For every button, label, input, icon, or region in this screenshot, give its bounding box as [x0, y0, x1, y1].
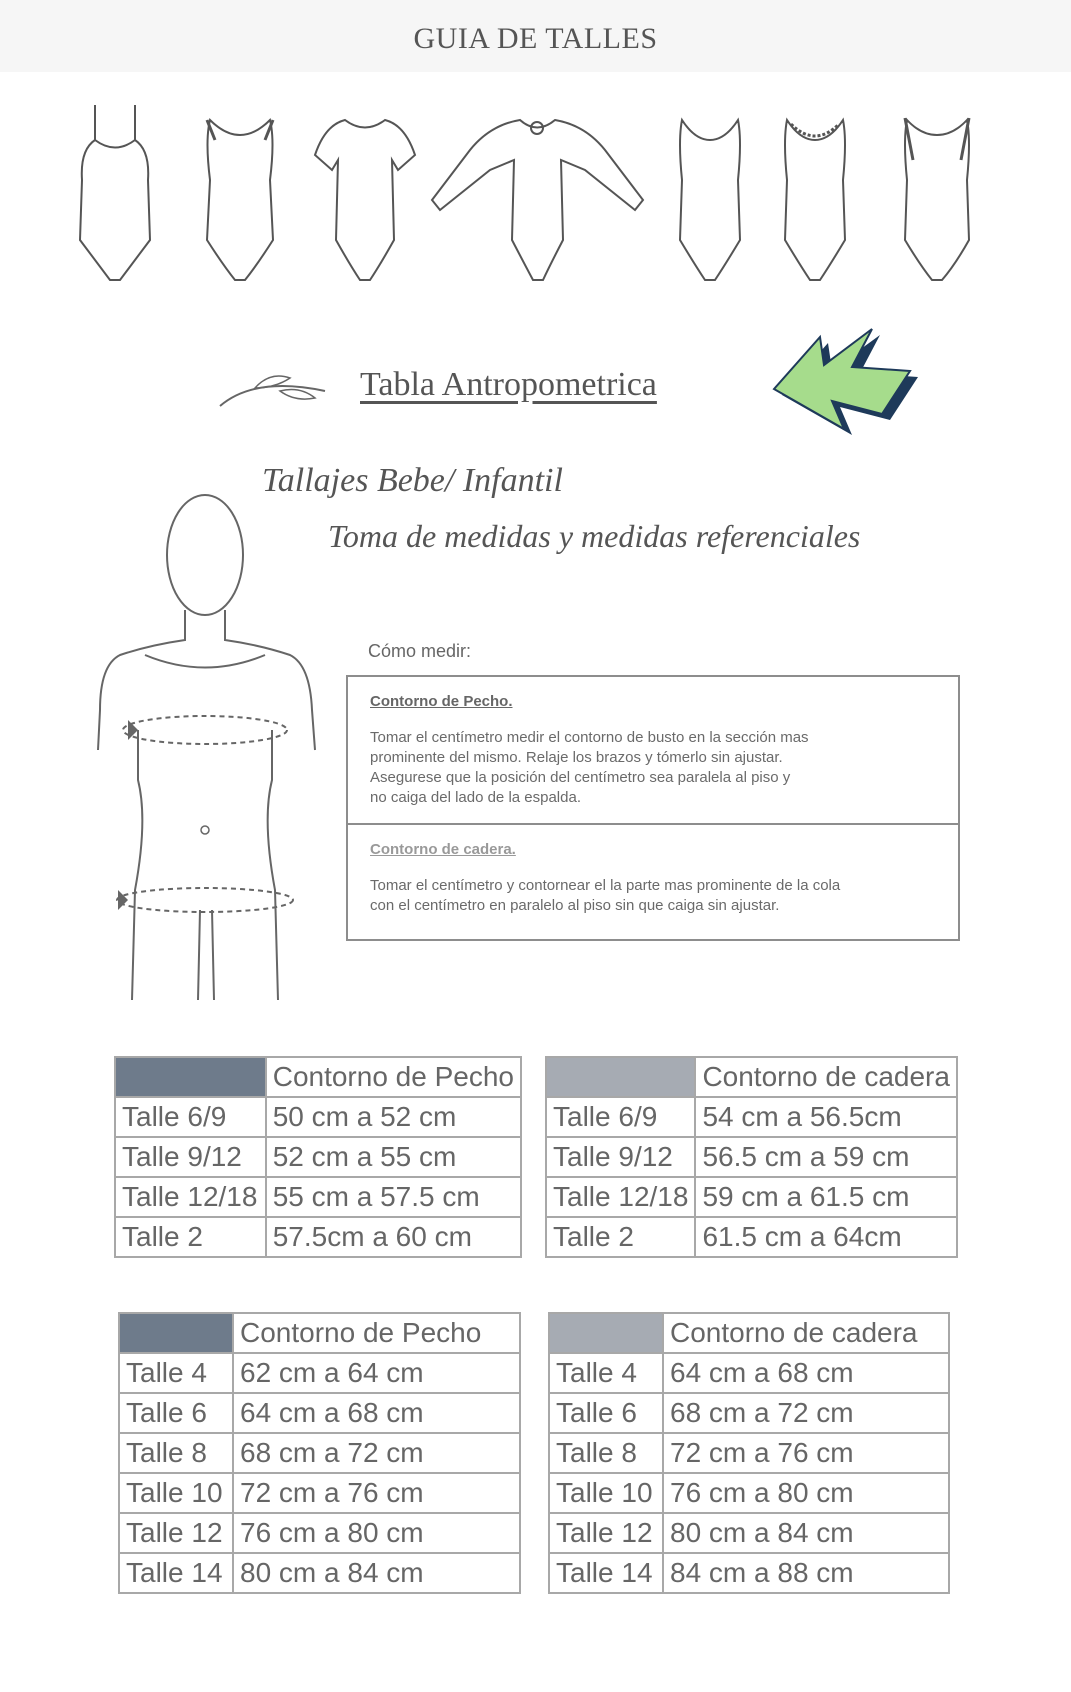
measure-cell: 56.5 cm a 59 cm	[695, 1137, 957, 1177]
table-row	[115, 1217, 521, 1257]
table-row	[546, 1137, 957, 1177]
size-cell: Talle 10	[549, 1473, 663, 1513]
table-row	[546, 1217, 957, 1257]
measure-cell: 76 cm a 80 cm	[233, 1513, 520, 1553]
table-row	[119, 1513, 520, 1553]
header-cell: Contorno de cadera	[695, 1057, 957, 1097]
measure-cell: 54 cm a 56.5cm	[695, 1097, 957, 1137]
kids-chest-table	[118, 1312, 521, 1594]
hip-heading: Contorno de cadera.	[370, 841, 516, 858]
measure-cell: 80 cm a 84 cm	[233, 1553, 520, 1593]
chest-instructions	[348, 677, 958, 825]
leaf-icon	[215, 366, 330, 411]
size-cell: Talle 12	[549, 1513, 663, 1553]
section-header	[215, 350, 935, 450]
ruffle-strap-leotard-icon	[895, 100, 980, 290]
section-title: Tabla Antropometrica	[360, 366, 657, 403]
table-row	[549, 1393, 949, 1433]
table-header-row	[549, 1313, 949, 1353]
measure-cell: 64 cm a 68 cm	[233, 1393, 520, 1433]
baby-hip-table	[545, 1056, 958, 1258]
measure-cell: 62 cm a 64 cm	[233, 1353, 520, 1393]
size-cell: Talle 14	[119, 1553, 233, 1593]
table-row	[119, 1473, 520, 1513]
short-sleeve-leotard-icon	[310, 100, 420, 290]
table-row	[119, 1433, 520, 1473]
how-to-measure-label: Cómo medir:	[368, 641, 472, 661]
table-row	[549, 1553, 949, 1593]
measure-cell: 84 cm a 88 cm	[663, 1553, 949, 1593]
header-blank-cell	[115, 1057, 266, 1097]
table-row	[115, 1137, 521, 1177]
header-cell: Contorno de cadera	[663, 1313, 949, 1353]
measure-cell: 72 cm a 76 cm	[663, 1433, 949, 1473]
table-row	[119, 1353, 520, 1393]
table-row	[119, 1393, 520, 1433]
table-row	[115, 1097, 521, 1137]
size-cell: Talle 6	[549, 1393, 663, 1433]
subtitle-tallajes: Tallajes Bebe/ Infantil	[262, 462, 563, 499]
size-cell: Talle 2	[546, 1217, 695, 1257]
size-cell: Talle 6/9	[546, 1097, 695, 1137]
header-blank-cell	[549, 1313, 663, 1353]
hip-text: Tomar el centímetro y contornear el la parte mas prominente de la cola con el centímetro en paralelo al piso sin que caiga sin ajustar.	[370, 877, 841, 914]
size-cell: Talle 9/12	[115, 1137, 266, 1177]
measure-cell: 80 cm a 84 cm	[663, 1513, 949, 1553]
size-cell: Talle 12/18	[546, 1177, 695, 1217]
size-cell: Talle 14	[549, 1553, 663, 1593]
measure-cell: 68 cm a 72 cm	[233, 1433, 520, 1473]
measure-cell: 55 cm a 57.5 cm	[266, 1177, 521, 1217]
strap-leotard-icon	[70, 100, 160, 290]
chest-text: Tomar el centímetro medir el contorno de busto en la sección mas prominente del mismo. Relaje los brazos y tómerlo sin ajustar. Asegurese que la posición del centímetro sea paralela al piso y no caiga del lado de la espalda.	[370, 729, 809, 806]
size-cell: Talle 8	[119, 1433, 233, 1473]
size-cell: Talle 12/18	[115, 1177, 266, 1217]
header-blank-cell	[546, 1057, 695, 1097]
table-row	[546, 1177, 957, 1217]
measure-cell: 68 cm a 72 cm	[663, 1393, 949, 1433]
size-cell: Talle 12	[119, 1513, 233, 1553]
table-row	[549, 1433, 949, 1473]
hip-instructions	[348, 825, 958, 939]
chest-heading: Contorno de Pecho.	[370, 693, 513, 710]
subtitle-toma-medidas: Toma de medidas y medidas referenciales	[328, 518, 861, 554]
measure-cell: 59 cm a 61.5 cm	[695, 1177, 957, 1217]
size-cell: Talle 2	[115, 1217, 266, 1257]
table-header-row	[546, 1057, 957, 1097]
garment-icons	[70, 100, 990, 300]
table-row	[119, 1553, 520, 1593]
measure-cell: 61.5 cm a 64cm	[695, 1217, 957, 1257]
measure-cell: 57.5cm a 60 cm	[266, 1217, 521, 1257]
kids-hip-table	[548, 1312, 950, 1594]
table-row	[546, 1097, 957, 1137]
body-figure-icon	[90, 490, 330, 1020]
size-cell: Talle 4	[549, 1353, 663, 1393]
table-row	[549, 1473, 949, 1513]
long-sleeve-leotard-icon	[430, 100, 645, 290]
header-cell: Contorno de Pecho	[233, 1313, 520, 1353]
measure-cell: 72 cm a 76 cm	[233, 1473, 520, 1513]
header-blank-cell	[119, 1313, 233, 1353]
size-cell: Talle 4	[119, 1353, 233, 1393]
size-cell: Talle 9/12	[546, 1137, 695, 1177]
baby-chest-table	[114, 1056, 522, 1258]
page-title: GUIA DE TALLES	[413, 22, 658, 55]
tank-leotard-icon	[670, 100, 750, 290]
lace-neck-leotard-icon	[775, 100, 855, 290]
table-row	[549, 1353, 949, 1393]
green-arrow-icon	[770, 325, 930, 445]
ruffle-tank-leotard-icon	[195, 100, 285, 290]
table-header-row	[119, 1313, 520, 1353]
measure-cell: 76 cm a 80 cm	[663, 1473, 949, 1513]
table-row	[549, 1513, 949, 1553]
how-to-measure-box	[346, 675, 960, 941]
measure-cell: 52 cm a 55 cm	[266, 1137, 521, 1177]
measure-cell: 64 cm a 68 cm	[663, 1353, 949, 1393]
measure-cell: 50 cm a 52 cm	[266, 1097, 521, 1137]
size-cell: Talle 6	[119, 1393, 233, 1433]
table-row	[115, 1177, 521, 1217]
header-cell: Contorno de Pecho	[266, 1057, 521, 1097]
size-cell: Talle 10	[119, 1473, 233, 1513]
size-cell: Talle 8	[549, 1433, 663, 1473]
table-header-row	[115, 1057, 521, 1097]
size-cell: Talle 6/9	[115, 1097, 266, 1137]
